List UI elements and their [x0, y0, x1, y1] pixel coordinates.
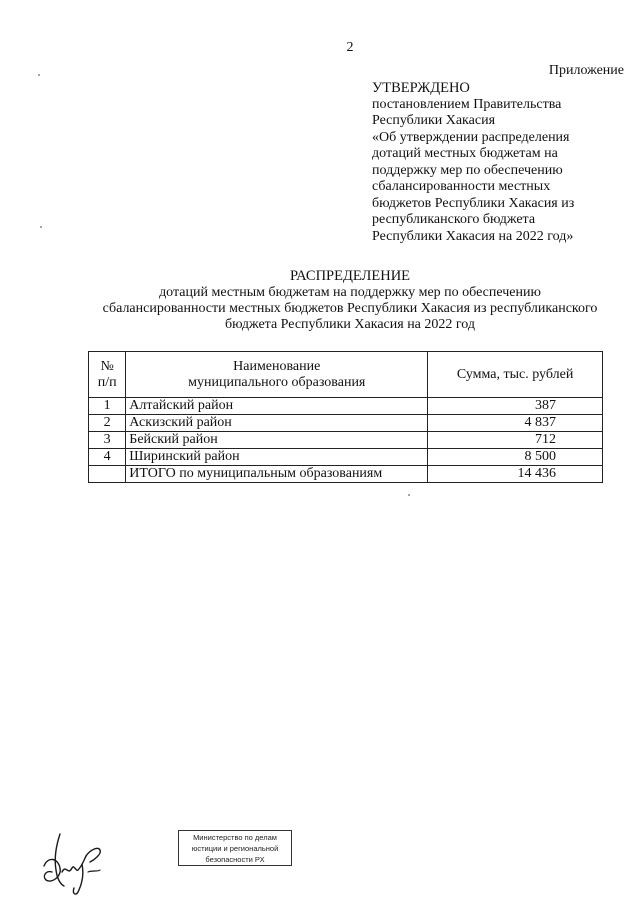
scan-speck [38, 74, 40, 76]
header-name-line: муниципального образования [188, 374, 366, 390]
header-number [89, 352, 126, 398]
approval-line: поддержку мер по обеспечению [372, 162, 563, 178]
row-number: 4 [89, 449, 126, 466]
header-name [126, 352, 428, 398]
approval-line: «Об утверждении распределения [372, 129, 570, 145]
appendix-label: Приложение [548, 63, 624, 78]
distribution-table [88, 351, 603, 483]
document-title-block [80, 268, 620, 333]
approval-line: Республики Хакасия на 2022 год» [372, 228, 574, 244]
approval-line: УТВЕРЖДЕНО [372, 80, 470, 96]
stamp-line: юстиции и региональной [191, 844, 279, 853]
table-total-row [89, 466, 603, 483]
approval-line: постановлением Правительства [372, 96, 562, 112]
document-subtitle-line: бюджета Республики Хакасия на 2022 год [224, 317, 476, 332]
approval-line: Республики Хакасия [372, 113, 496, 128]
page-number: 2 [346, 40, 354, 55]
approval-line: дотаций местных бюджетам на [372, 146, 558, 161]
table-row [89, 398, 603, 415]
row-sum: 8 500 [428, 449, 603, 466]
approval-line: бюджетов Республики Хакасия из [372, 195, 575, 211]
header-sum: Сумма, тыс. рублей [428, 352, 603, 398]
row-number: 3 [89, 432, 126, 449]
total-number [89, 466, 126, 483]
header-name-line: Наименование [233, 359, 321, 374]
total-name: ИТОГО по муниципальным образованиям [126, 466, 428, 483]
approval-block [372, 80, 622, 245]
stamp-line: Министерство по делам [193, 833, 277, 842]
scan-speck [408, 494, 410, 496]
row-sum: 4 837 [428, 415, 603, 432]
ministry-stamp [178, 830, 292, 866]
document-subtitle-line: дотаций местным бюджетам на поддержку мер по обеспечению [159, 285, 541, 300]
table-header-row [89, 352, 603, 398]
document-subtitle-line: сбалансированности местных бюджетов Республики Хакасия из республиканского [102, 301, 598, 316]
row-sum: 387 [428, 398, 603, 415]
table-row [89, 415, 603, 432]
scan-speck [40, 226, 42, 228]
row-name: Алтайский район [126, 398, 428, 415]
approval-line: сбалансированности местных [372, 179, 551, 194]
table-row [89, 432, 603, 449]
header-number-line: п/п [97, 374, 117, 390]
approval-line: республиканского бюджета [372, 212, 536, 227]
table-row [89, 449, 603, 466]
row-sum: 712 [428, 432, 603, 449]
stamp-line: безопасности РХ [205, 855, 265, 864]
row-name: Бейский район [126, 432, 428, 449]
row-number: 2 [89, 415, 126, 432]
total-sum: 14 436 [428, 466, 603, 483]
row-number: 1 [89, 398, 126, 415]
row-name: Аскизский район [126, 415, 428, 432]
handwritten-signature [38, 826, 108, 896]
row-name: Ширинский район [126, 449, 428, 466]
header-number-line: № [100, 359, 114, 374]
document-title: РАСПРЕДЕЛЕНИЕ [289, 268, 411, 284]
